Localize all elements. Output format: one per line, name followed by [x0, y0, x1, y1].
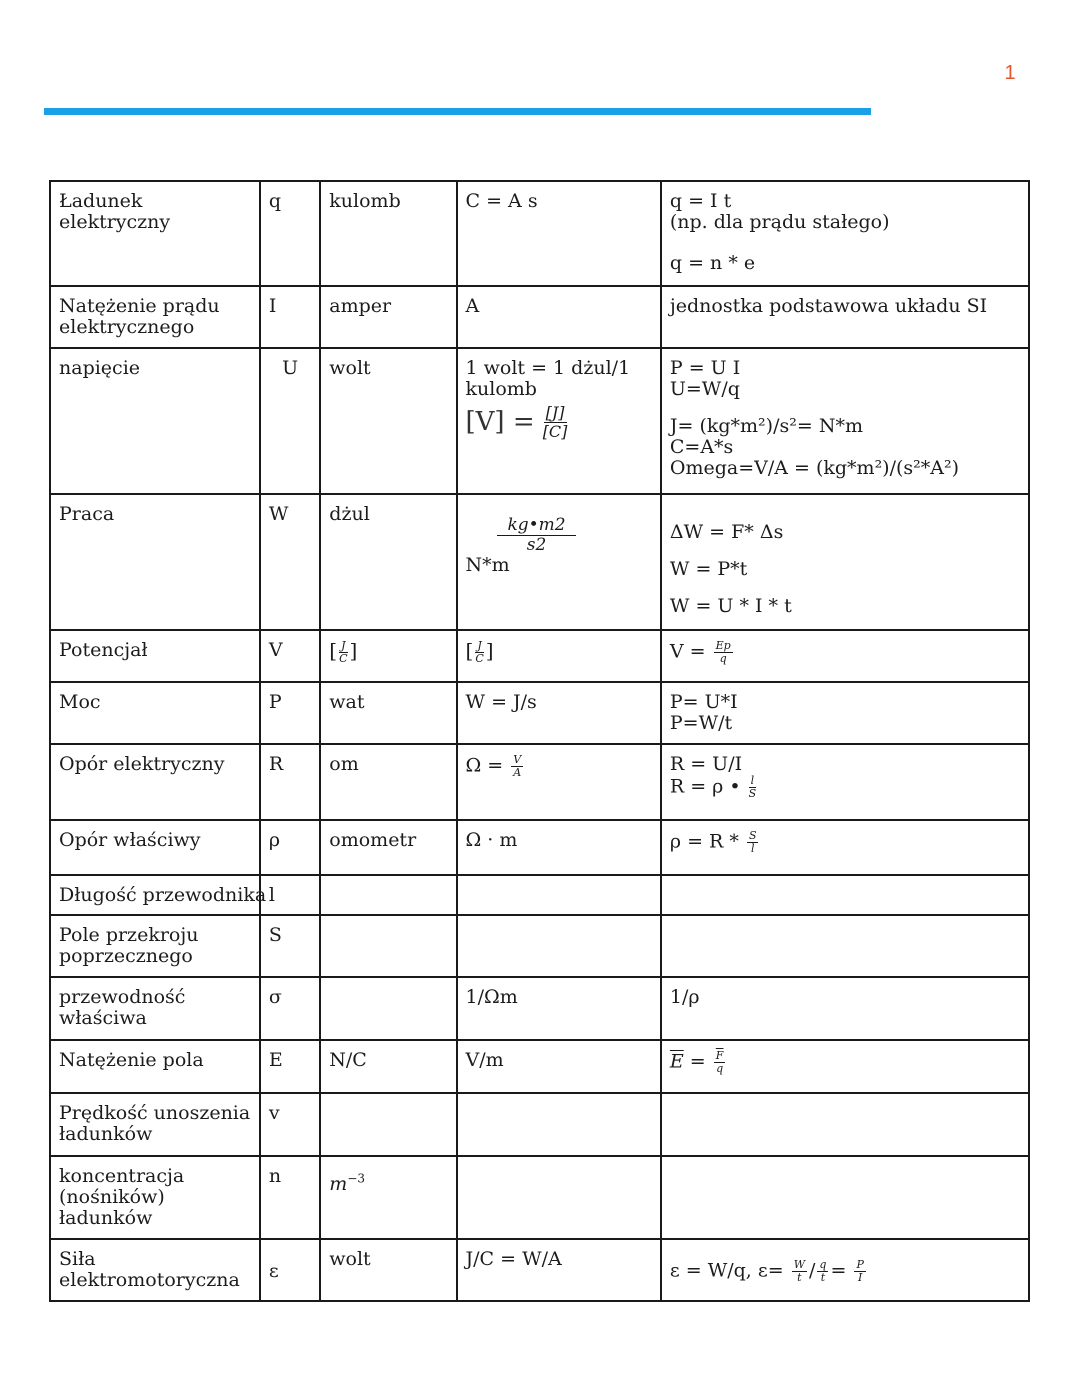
quantity-symbol: P: [260, 682, 320, 744]
quantity-symbol: I: [260, 286, 320, 348]
unit-si: V/m: [457, 1040, 661, 1093]
quantity-name: Praca: [50, 494, 260, 630]
quantity-name: Moc: [50, 682, 260, 744]
unit-si-fraction: $\frac{J}{C}$: [475, 639, 484, 665]
unit-name: [320, 875, 456, 915]
unit-si: Ω · m: [457, 820, 661, 875]
unit-fraction: $\frac{J}{C}$: [339, 639, 348, 665]
quantity-name: Opór właściwy: [50, 820, 260, 875]
table-row: [50, 1093, 1029, 1156]
formula-cell: ΔW = F* Δs W = P*t W = U * I * t: [661, 494, 1029, 630]
table-row: [50, 1156, 1029, 1239]
quantity-symbol: ρ: [260, 820, 320, 875]
table-row: [50, 744, 1029, 820]
formula-cell: V = $\frac{Ep}{q}$: [661, 630, 1029, 682]
quantity-symbol: n: [260, 1156, 320, 1239]
formula-cell: R = U/I R = ρ • $\frac{l}{S}$: [661, 744, 1029, 820]
unit-si: 1 wolt = 1 dżul/1 kulomb [V] = $\frac{[J]}{[C]}$: [457, 348, 661, 494]
formula-cell: q = I t (np. dla prądu stałego) q = n * e: [661, 181, 1029, 286]
quantity-name: Opór elektryczny: [50, 744, 260, 820]
table-row: [50, 348, 1029, 494]
formula-fraction: $\frac{q}{t}$: [819, 1258, 827, 1284]
header-bar: [44, 108, 871, 115]
unit-name: omometr: [320, 820, 456, 875]
quantity-name: Natężenie pola: [50, 1040, 260, 1093]
table-row: [50, 1040, 1029, 1093]
quantity-name: Potencjał: [50, 630, 260, 682]
unit-si: [ $\frac{J}{C}$ ]: [457, 630, 661, 682]
formula-cell: [661, 1093, 1029, 1156]
unit-name: $m^{-3}$: [320, 1156, 456, 1239]
unit-si: A: [457, 286, 661, 348]
formula-fraction: $\frac{P}{I}$: [856, 1258, 864, 1284]
quantity-name: Natężenie prądu elektrycznego: [50, 286, 260, 348]
quantity-symbol: q: [260, 181, 320, 286]
unit-si: 1/Ωm: [457, 977, 661, 1040]
table-row: [50, 875, 1029, 915]
unit-si: W = J/s: [457, 682, 661, 744]
formula-cell: jednostka podstawowa układu SI: [661, 286, 1029, 348]
unit-si: [457, 1156, 661, 1239]
table-row: [50, 1239, 1029, 1301]
table-row: [50, 286, 1029, 348]
quantity-symbol: S: [260, 915, 320, 977]
table-row: [50, 977, 1029, 1040]
unit-name: wat: [320, 682, 456, 744]
unit-name: kulomb: [320, 181, 456, 286]
quantity-name: Ładunek elektryczny: [50, 181, 260, 286]
table-row: [50, 494, 1029, 630]
formula-fraction: $\frac{Ep}{q}$: [715, 639, 731, 665]
formula-cell: 1/ρ: [661, 977, 1029, 1040]
quantity-symbol: U: [260, 348, 320, 494]
unit-name: [320, 1093, 456, 1156]
formula-cell: P= U*I P=W/t: [661, 682, 1029, 744]
formula-cell: [661, 875, 1029, 915]
formula-cell: [661, 1156, 1029, 1239]
table-row: [50, 915, 1029, 977]
unit-si-fraction: $\frac{kg•m2}{s2}$: [492, 516, 582, 555]
quantity-symbol: V: [260, 630, 320, 682]
formula-cell: $\overline{E}$ = $\frac{\overline{F}}{q}$: [661, 1040, 1029, 1093]
quantity-symbol: ε: [260, 1239, 320, 1301]
quantity-name: Długość przewodnika: [50, 875, 260, 915]
unit-si: C = A s: [457, 181, 661, 286]
quantity-name: Prędkość unoszenia ładunków: [50, 1093, 260, 1156]
formula-cell: ρ = R * $\frac{S}{l}$: [661, 820, 1029, 875]
unit-name: [320, 977, 456, 1040]
formula-fraction: $\frac{S}{l}$: [748, 829, 757, 855]
formula-cell: ε = W/q, ε= $\frac{W}{t}$ / $\frac{q}{t}$ = $\frac{P}{I}$: [661, 1239, 1029, 1301]
unit-name: amper: [320, 286, 456, 348]
unit-si: [457, 875, 661, 915]
unit-name: N/C: [320, 1040, 456, 1093]
formula-fraction: $\frac{\overline{F}}{q}$: [715, 1049, 724, 1075]
unit-si: [457, 1093, 661, 1156]
quantity-name: Pole przekroju poprzecznego: [50, 915, 260, 977]
quantity-name: napięcie: [50, 348, 260, 494]
table-row: [50, 630, 1029, 682]
quantity-name: koncentracja (nośników) ładunków: [50, 1156, 260, 1239]
unit-name: dżul: [320, 494, 456, 630]
quantity-symbol: R: [260, 744, 320, 820]
unit-name: wolt: [320, 1239, 456, 1301]
formula-fraction: $\frac{l}{S}$: [748, 774, 757, 800]
quantity-name: Siła elektromotoryczna: [50, 1239, 260, 1301]
table-row: [50, 682, 1029, 744]
table-row: [50, 820, 1029, 875]
formula-cell: P = U I U=W/q J= (kg*m²)/s²= N*m C=A*s Omega=V/A = (kg*m²)/(s²*A²): [661, 348, 1029, 494]
page-number: 1: [1004, 62, 1016, 84]
physics-quantities-table: [49, 180, 1030, 1302]
unit-si: [457, 915, 661, 977]
quantity-name: przewodność właściwa: [50, 977, 260, 1040]
unit-name: om: [320, 744, 456, 820]
table-row: [50, 181, 1029, 286]
formula-cell: [661, 915, 1029, 977]
unit-name: [320, 915, 456, 977]
unit-name: [ $\frac{J}{C}$ ]: [320, 630, 456, 682]
quantity-symbol: W: [260, 494, 320, 630]
unit-name: wolt: [320, 348, 456, 494]
formula-fraction: $\frac{W}{t}$: [793, 1258, 806, 1284]
unit-si-fraction: $\frac{[J]}{[C]}$: [542, 403, 568, 441]
unit-si-fraction-lhs: [V] =: [465, 407, 535, 437]
quantity-symbol: E: [260, 1040, 320, 1093]
quantity-symbol: l: [260, 875, 320, 915]
unit-si: $\frac{kg•m2}{s2}$ N*m: [457, 494, 661, 630]
quantity-symbol: σ: [260, 977, 320, 1040]
quantity-symbol: v: [260, 1093, 320, 1156]
unit-si: Ω = $\frac{V}{A}$: [457, 744, 661, 820]
unit-si: J/C = W/A: [457, 1239, 661, 1301]
unit-si-fraction: $\frac{V}{A}$: [513, 753, 522, 779]
